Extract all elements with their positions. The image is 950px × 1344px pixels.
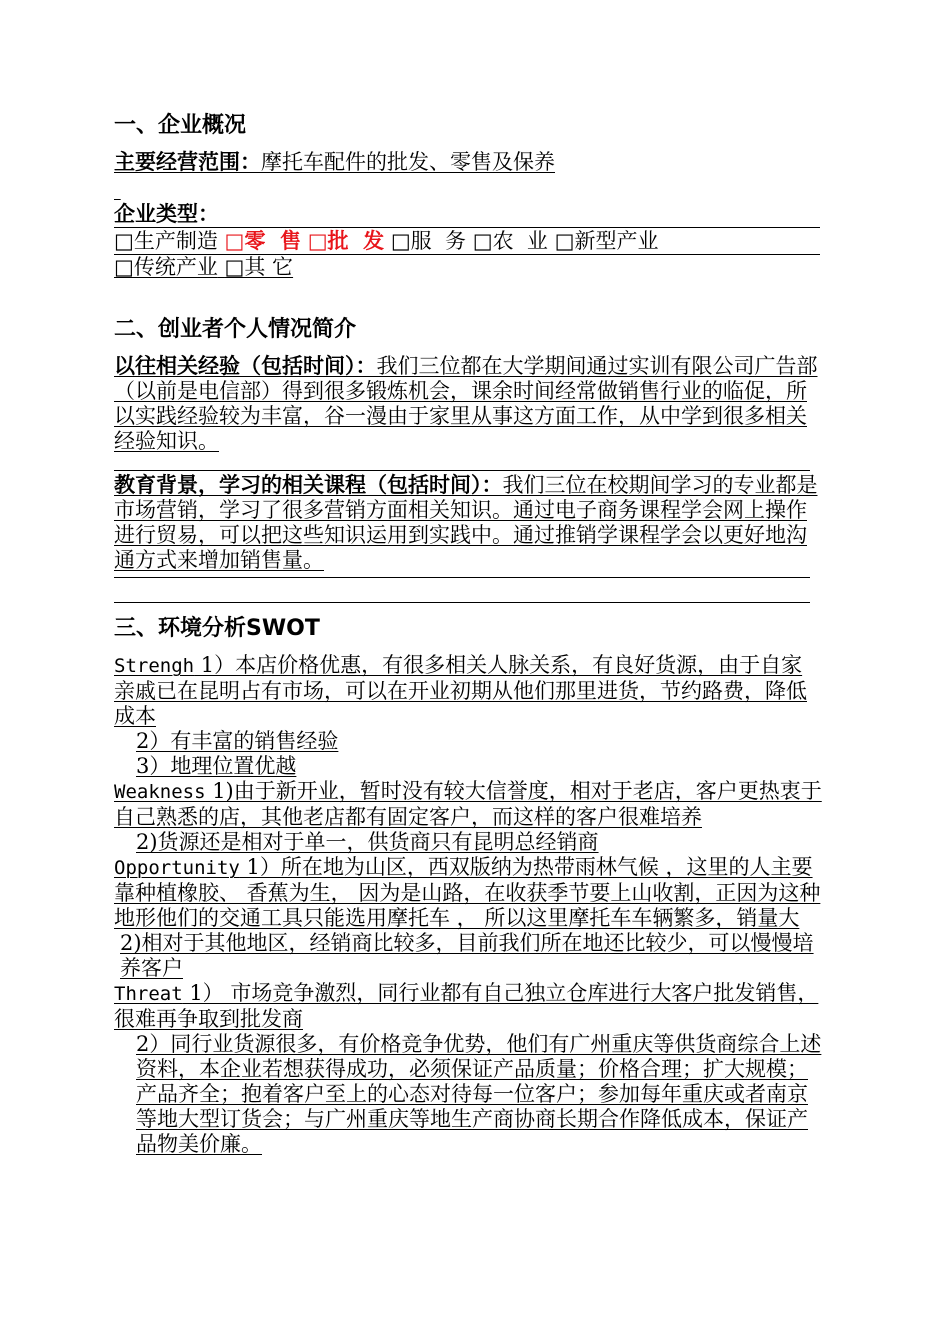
option-wholesale[interactable]: □批 发 bbox=[307, 228, 385, 253]
education-paragraph bbox=[114, 473, 822, 573]
document-page bbox=[114, 112, 822, 1157]
education-label: 教育背景，学习的相关课程（包括时间）： bbox=[114, 473, 503, 497]
divider bbox=[114, 470, 810, 471]
weakness-text-2: 2)货源还是相对于单一，供货商只有昆明总经销商 bbox=[136, 830, 599, 854]
threat-text-1: 1） 市场竞争激烈，同行业都有自己独立仓库进行大客户批发销售，很难再争取到批发商 bbox=[114, 981, 819, 1031]
option-service[interactable]: □服 务 bbox=[390, 229, 467, 253]
business-type-label: 企业类型： bbox=[114, 202, 219, 226]
option-traditional-industry[interactable]: □传统产业 bbox=[114, 255, 218, 279]
swot-weakness bbox=[114, 779, 822, 830]
option-new-industry[interactable]: □新型产业 bbox=[554, 229, 659, 253]
experience-paragraph bbox=[114, 354, 822, 454]
weakness-label: Weakness bbox=[114, 781, 206, 803]
experience-text: 我们三位都在大学期间通过实训有限公司广告部（以前是电信部）得到很多锻炼机会，课余时间经常做销售行业的临促，所以实践经验较为丰富，谷一漫由于家里从事这方面工作，从中学到很多相关经验知识。 bbox=[114, 354, 818, 453]
strength-text-1: 1）本店价格优惠，有很多相关人脉关系，有良好货源，由于自家亲戚已在昆明占有市场，可以在开业初期从他们那里进货，节约路费，降低成本 bbox=[114, 653, 807, 728]
blank-line bbox=[114, 177, 822, 202]
strength-text-3: 3）地理位置优越 bbox=[136, 754, 297, 778]
strength-text-2: 2）有丰富的销售经验 bbox=[136, 729, 339, 753]
swot-threat bbox=[114, 981, 822, 1032]
experience-label: 以往相关经验（包括时间）： bbox=[114, 354, 377, 378]
option-retail[interactable]: □零 售 bbox=[224, 228, 301, 253]
option-agriculture[interactable]: □农 业 bbox=[472, 229, 548, 253]
threat-label: Threat bbox=[114, 983, 183, 1005]
business-type-options-row1 bbox=[114, 228, 820, 255]
education-text: 我们三位在校期间学习的专业都是市场营销，学习了很多营销方面相关知识。通过电子商务课程学会网上操作进行贸易，可以把这些知识运用到实践中。通过推销学课程学会以更好地沟通方式来增加销售量。 bbox=[114, 473, 818, 572]
business-scope bbox=[114, 150, 822, 175]
swot-opportunity bbox=[114, 855, 822, 931]
section-3-heading: 三、环境分析SWOT bbox=[114, 616, 320, 641]
divider bbox=[114, 602, 810, 603]
opportunity-text-1: 1）所在地为山区，西双版纳为热带雨林气候 ，这里的人主要靠种植橡胶、 香蕉为生， 因为是山路，在收获季节要上山收割，正因为这种地形他们的交通工具只能选用摩托车 ， 所以这里摩托车车辆繁多，销量大 bbox=[114, 855, 821, 930]
section-2-heading: 二、创业者个人情况简介 bbox=[114, 317, 357, 342]
option-manufacturing[interactable]: □生产制造 bbox=[114, 229, 218, 253]
section-1-heading: 一、企业概况 bbox=[114, 113, 247, 138]
business-scope-label: 主要经营范围： bbox=[114, 150, 261, 174]
business-type bbox=[114, 202, 820, 228]
option-other[interactable]: □其 它 bbox=[224, 255, 294, 279]
business-type-options-row2 bbox=[114, 255, 822, 280]
swot-strength bbox=[114, 653, 822, 729]
business-scope-value: 摩托车配件的批发、零售及保养 bbox=[261, 150, 555, 174]
opportunity-text-2: 2)相对于其他地区，经销商比较多，目前我们所在地还比较少，可以慢慢培养客户 bbox=[120, 931, 814, 980]
opportunity-label: Opportunity bbox=[114, 857, 240, 879]
strength-label: Strengh bbox=[114, 655, 195, 677]
threat-text-2: 2）同行业货源很多，有价格竞争优势，他们有广州重庆等供货商综合上述资料，本企业若想获得成功，必须保证产品质量；价格合理；扩大规模；产品齐全；抱着客户至上的心态对待每一位客户；参加每年重庆或者南京等地大型订货会；与广州重庆等地生产商协商长期合作降低成本，保证产品物美价廉。 bbox=[136, 1032, 822, 1156]
weakness-text-1: 1)由于新开业，暂时没有较大信誉度，相对于老店，客户更热衷于自己熟悉的店，其他老店都有固定客户，而这样的客户很难培养 bbox=[114, 779, 822, 829]
divider bbox=[114, 577, 810, 578]
